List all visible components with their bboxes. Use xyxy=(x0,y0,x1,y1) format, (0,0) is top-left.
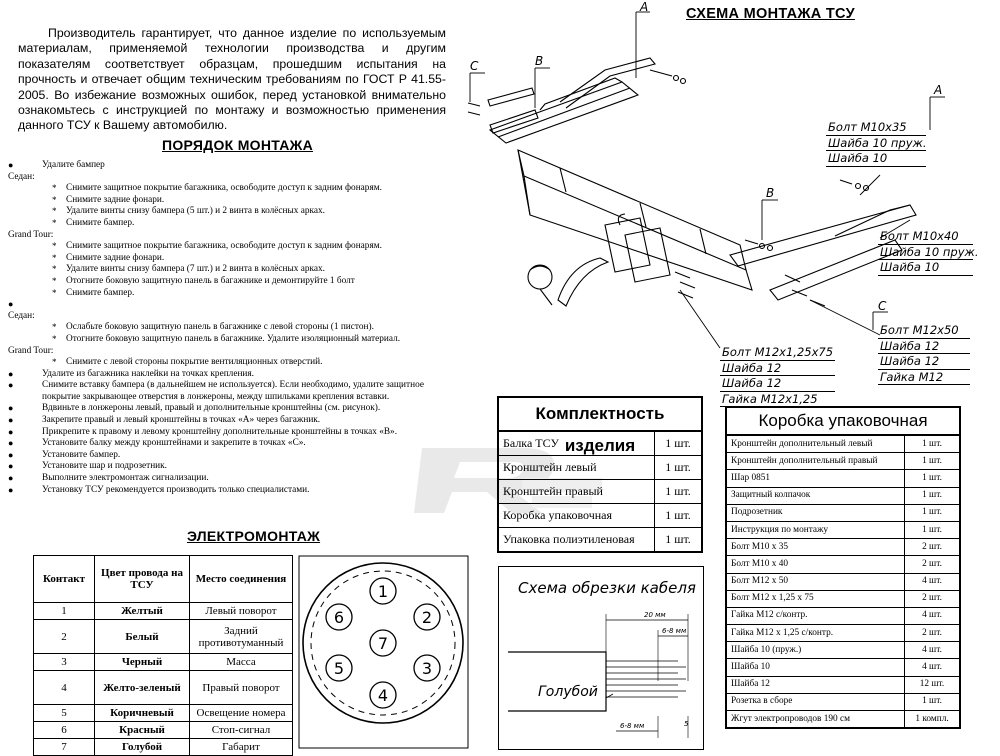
wiring-row xyxy=(34,671,293,705)
fastener-label: Болт М12х1,25х75 xyxy=(722,345,834,359)
box-item-qty: 1 шт. xyxy=(905,453,960,470)
box-row xyxy=(727,693,959,710)
kit-item-name: Балка ТСУ xyxy=(499,432,655,456)
socket-pin-number: 5 xyxy=(333,659,345,678)
step-item xyxy=(8,172,478,184)
cable-dim-5: 5 xyxy=(684,720,689,728)
socket-pin-number: 6 xyxy=(333,608,345,627)
bullet-icon: ● xyxy=(8,368,14,379)
box-row xyxy=(727,590,959,607)
asterisk-icon: * xyxy=(52,206,57,217)
box-item-qty: 1 шт. xyxy=(905,436,960,453)
socket-diagram xyxy=(298,555,470,750)
step-text: Установите балку между кронштейнами и закрепите в точках «С». xyxy=(42,438,306,449)
tow-ball-neck xyxy=(558,258,608,306)
marker-a-top: А xyxy=(640,0,649,14)
electro-title: ЭЛЕКТРОМОНТАЖ xyxy=(187,528,321,544)
wiring-color: Желтый xyxy=(95,603,190,620)
cable-scheme xyxy=(498,566,704,750)
step-item xyxy=(8,241,478,253)
wiring-place: Задний противотуманный xyxy=(190,620,293,654)
intro-paragraph: Производитель гарантирует, что данное изделие по используемым материалам, применяемой технологии производства и другим показателям соответствует образцам, прошедшим испытания на прочность и отвечает общим техническим требованиям по ГОСТ Р 41.55-2005. Во избежание возможных ошибок, перед установкой внимательно ознакомьтесь с инструкцией по монтажу и возможностью применения данного ТСУ к Вашему автомобилю. xyxy=(18,26,446,133)
wiring-header-contact: Контакт xyxy=(34,556,95,603)
box-item-qty: 1 шт. xyxy=(905,693,960,710)
step-text: Удалите из багажника наклейки на точках крепления. xyxy=(42,368,254,379)
order-title: ПОРЯДОК МОНТАЖА xyxy=(162,137,314,153)
marker-c-right: С xyxy=(878,299,887,313)
asterisk-icon: * xyxy=(52,183,57,194)
kit-row xyxy=(499,528,701,552)
step-text: Установите бампер. xyxy=(42,449,121,460)
step-text: Снимите защитное покрытие багажника, освободите доступ к задним фонарям. xyxy=(66,183,382,194)
asterisk-icon: * xyxy=(52,264,57,275)
box-row xyxy=(727,607,959,624)
fastener-group-d xyxy=(720,345,835,407)
wiring-color: Черный xyxy=(95,654,190,671)
box-item-name: Болт М10 х 35 xyxy=(727,539,905,556)
asterisk-icon: * xyxy=(52,194,57,205)
fastener-label: Шайба 10 пруж. xyxy=(828,135,927,150)
box-item-name: Инструкция по монтажу xyxy=(727,521,905,538)
step-item xyxy=(8,218,478,230)
fastener-label: Болт М12х50 xyxy=(878,323,970,339)
wiring-color: Красный xyxy=(95,722,190,739)
fastener-group-a xyxy=(826,120,926,167)
box-item-qty: 1 компл. xyxy=(905,711,960,728)
fastener-group-c xyxy=(878,323,970,385)
step-text: Снимите задние фонари. xyxy=(66,252,165,263)
fastener-label: Шайба 10 пруж. xyxy=(880,244,979,259)
kit-item-name: Коробка упаковочная xyxy=(499,504,655,528)
wiring-row xyxy=(34,722,293,739)
wiring-row xyxy=(34,654,293,671)
kit-item-name: Упаковка полиэтиленовая xyxy=(499,528,655,552)
marker-b-right: В xyxy=(766,186,775,200)
step-text: Седан: xyxy=(8,171,35,182)
box-item-name: Защитный колпачок xyxy=(727,487,905,504)
box-row xyxy=(727,625,959,642)
step-item xyxy=(8,403,478,415)
bullet-icon: ● xyxy=(8,438,14,449)
kit-row xyxy=(499,504,701,528)
box-row xyxy=(727,556,959,573)
box-item-qty: 2 шт. xyxy=(905,590,960,607)
asterisk-icon: * xyxy=(52,287,57,298)
box-item-name: Гайка М12 с/контр. xyxy=(727,607,905,624)
bullet-icon: ● xyxy=(8,473,14,484)
box-item-name: Болт М12 х 50 xyxy=(727,573,905,590)
bullet-icon: ● xyxy=(8,484,14,495)
box-item-qty: 2 шт. xyxy=(905,625,960,642)
box-row xyxy=(727,470,959,487)
step-item xyxy=(8,299,478,311)
bullet-icon: ● xyxy=(8,380,14,391)
fastener-label: Шайба 10 xyxy=(878,260,973,276)
fastener-label: Болт М10х40 xyxy=(878,229,973,245)
socket-pin-number: 4 xyxy=(377,686,389,705)
box-table xyxy=(727,435,959,727)
step-text: Отогните боковую защитную панель в багажнике и демонтируйте 1 болт xyxy=(66,275,355,286)
asterisk-icon: * xyxy=(52,252,57,263)
wiring-contact: 4 xyxy=(34,671,95,705)
box-item-name: Кронштейн дополнительный левый xyxy=(727,436,905,453)
box-row xyxy=(727,521,959,538)
asterisk-icon: * xyxy=(52,217,57,228)
socket-pin-number: 3 xyxy=(421,659,433,678)
step-text: Закрепите правый и левый кронштейны в точках «А» через багажник. xyxy=(42,415,321,426)
bullet-icon: ● xyxy=(8,415,14,426)
box-row xyxy=(727,676,959,693)
wiring-place: Габарит xyxy=(190,739,293,756)
marker-b-left: В xyxy=(535,54,544,68)
cable-sheath xyxy=(508,652,606,711)
marker-a-right: А xyxy=(934,83,943,97)
step-text: Удалите винты снизу бампера (5 шт.) и 2 винта в колёсных арках. xyxy=(66,206,325,217)
cable-title: Схема обрезки кабеля xyxy=(518,579,696,597)
asterisk-icon: * xyxy=(52,241,57,252)
fastener-group-b xyxy=(878,229,979,276)
step-text: Вдвиньте в лонжероны левый, правый и дополнительные кронштейны (см. рисунок). xyxy=(42,403,381,414)
marker-c-left: С xyxy=(470,59,479,73)
step-item xyxy=(8,311,478,323)
step-text: Установку ТСУ рекомендуется производить только специалистами. xyxy=(42,484,310,495)
bullet-icon: ● xyxy=(8,403,14,414)
fastener-label: Шайба 10 xyxy=(826,151,926,167)
step-item xyxy=(8,415,478,427)
fastener-label: Гайка М12х1,25 xyxy=(720,392,835,408)
fastener-label: Шайба 12 xyxy=(878,339,970,355)
wiring-row xyxy=(34,603,293,620)
kit-item-qty: 1 шт. xyxy=(655,456,702,480)
step-item xyxy=(8,334,478,346)
kit-item-qty: 1 шт. xyxy=(655,528,702,552)
step-item xyxy=(8,322,478,334)
box-item-qty: 1 шт. xyxy=(905,504,960,521)
asterisk-icon: * xyxy=(52,333,57,344)
box-row xyxy=(727,642,959,659)
box-row xyxy=(727,453,959,470)
asterisk-icon: * xyxy=(52,275,57,286)
step-item xyxy=(8,380,462,403)
box-row xyxy=(727,436,959,453)
fastener-label: Болт М10х35 xyxy=(826,120,926,136)
step-item xyxy=(8,288,478,300)
packing-box xyxy=(725,406,961,729)
wiring-place: Стоп-сигнал xyxy=(190,722,293,739)
wiring-place: Левый поворот xyxy=(190,603,293,620)
step-item xyxy=(8,230,478,242)
step-item xyxy=(8,357,478,369)
step-text: Седан: xyxy=(8,310,35,321)
kit-item-qty: 1 шт. xyxy=(655,504,702,528)
step-text: Удалите бампер xyxy=(42,160,105,170)
kit-title: Комплектность изделия xyxy=(499,398,701,431)
box-item-name: Шайба 10 xyxy=(727,659,905,676)
step-text: Установите шар и подрозетник. xyxy=(42,461,167,472)
wiring-contact: 5 xyxy=(34,705,95,722)
step-item xyxy=(8,369,478,381)
socket-pin-number: 1 xyxy=(377,582,389,601)
wiring-color: Белый xyxy=(95,620,190,654)
wiring-contact: 3 xyxy=(34,654,95,671)
step-text: Отогните боковую защитную панель в багажнике. Удалите изоляционный материал. xyxy=(66,333,401,344)
step-text: Grand Tour: xyxy=(8,345,54,356)
box-item-name: Кронштейн дополнительный правый xyxy=(727,453,905,470)
step-text: Снимите бампер. xyxy=(66,287,135,298)
wiring-table xyxy=(33,555,293,756)
box-item-qty: 4 шт. xyxy=(905,573,960,590)
box-item-name: Подрозетник xyxy=(727,504,905,521)
box-title: Коробка упаковочная xyxy=(727,408,959,435)
cable-wire-label: Голубой xyxy=(538,684,598,700)
asterisk-icon: * xyxy=(52,357,57,368)
fastener-label: Гайка М12 xyxy=(878,370,970,386)
step-text: Удалите винты снизу бампера (7 шт.) и 2 винта в колёсных арках. xyxy=(66,264,325,275)
step-text: Grand Tour: xyxy=(8,229,54,240)
wiring-color: Голубой xyxy=(95,739,190,756)
box-item-name: Гайка М12 х 1,25 с/контр. xyxy=(727,625,905,642)
step-item xyxy=(8,183,478,195)
wiring-place: Масса xyxy=(190,654,293,671)
wiring-place: Освещение номера xyxy=(190,705,293,722)
bullet-icon: ● xyxy=(8,426,14,437)
kit-item-name: Кронштейн правый xyxy=(499,480,655,504)
kit-box xyxy=(497,396,703,553)
box-row xyxy=(727,487,959,504)
box-item-name: Розетка в сборе xyxy=(727,693,905,710)
step-text: Снимите с левой стороны покрытие вентиляционных отверстий. xyxy=(66,357,323,368)
bullet-icon: ● xyxy=(8,160,14,170)
main-beam xyxy=(518,150,746,270)
wiring-contact: 6 xyxy=(34,722,95,739)
wiring-header-color: Цвет провода на ТСУ xyxy=(95,556,190,603)
step-text: Снимите бампер. xyxy=(66,217,135,228)
cable-dim-6-8-top: 6-8 мм xyxy=(662,627,687,635)
fastener-label: Шайба 12 xyxy=(878,354,970,370)
step-text: Выполните электромонтаж сигнализации. xyxy=(42,473,209,484)
wiring-color: Желто-зеленый xyxy=(95,671,190,705)
box-item-qty: 1 шт. xyxy=(905,470,960,487)
socket-pin-number: 7 xyxy=(377,634,389,653)
box-item-qty: 4 шт. xyxy=(905,607,960,624)
wiring-row xyxy=(34,705,293,722)
box-row xyxy=(727,504,959,521)
socket-pin-number: 2 xyxy=(421,608,433,627)
box-item-qty: 4 шт. xyxy=(905,659,960,676)
kit-item-qty: 1 шт. xyxy=(655,480,702,504)
step-text: Прикрепите к правому и левому кронштейну дополнительные кронштейны в точках «В». xyxy=(42,426,398,437)
box-item-name: Шайба 12 xyxy=(727,676,905,693)
step-item xyxy=(8,160,478,172)
wiring-contact: 2 xyxy=(34,620,95,654)
wiring-row xyxy=(34,620,293,654)
box-item-qty: 2 шт. xyxy=(905,539,960,556)
step-item xyxy=(8,264,478,276)
asterisk-icon: * xyxy=(52,322,57,333)
bullet-icon: ● xyxy=(8,449,14,460)
wiring-place: Правый поворот xyxy=(190,671,293,705)
box-item-qty: 12 шт. xyxy=(905,676,960,693)
bullet-icon: ● xyxy=(8,299,14,310)
box-item-qty: 1 шт. xyxy=(905,487,960,504)
step-text: Ослабьте боковую защитную панель в багажнике с левой стороны (1 пистон). xyxy=(66,322,374,333)
box-item-qty: 1 шт. xyxy=(905,521,960,538)
wiring-header-place: Место соединения xyxy=(190,556,293,603)
step-text: Снимите задние фонари. xyxy=(66,194,165,205)
box-item-name: Жгут электропроводов 190 см xyxy=(727,711,905,728)
box-item-name: Шайба 10 (пруж.) xyxy=(727,642,905,659)
cable-dim-6-8-bottom: 6-8 мм xyxy=(620,722,645,730)
step-item xyxy=(8,427,478,439)
kit-item-name: Кронштейн левый xyxy=(499,456,655,480)
scheme-title: СХЕМА МОНТАЖА ТСУ xyxy=(686,6,855,22)
step-item xyxy=(8,253,478,265)
step-text: Снимите защитное покрытие багажника, освободите доступ к задним фонарям. xyxy=(66,241,382,252)
step-item xyxy=(8,346,478,358)
step-text: Снимите вставку бампера (в дальнейшем не используется). Если необходимо, удалите защитное покрытие закрывающее отверстия в лонжероны, между шпильками крепления вставки. xyxy=(42,380,424,402)
box-item-name: Болт М12 х 1,25 х 75 xyxy=(727,590,905,607)
kit-item-qty: 1 шт. xyxy=(655,432,702,456)
wiring-contact: 7 xyxy=(34,739,95,756)
wiring-color: Коричневый xyxy=(95,705,190,722)
step-item xyxy=(8,195,478,207)
box-item-qty: 4 шт. xyxy=(905,642,960,659)
step-item xyxy=(8,276,478,288)
bullet-icon: ● xyxy=(8,461,14,472)
box-row xyxy=(727,573,959,590)
kit-row xyxy=(499,480,701,504)
wiring-row xyxy=(34,739,293,756)
wiring-contact: 1 xyxy=(34,603,95,620)
fastener-label: Шайба 12 xyxy=(720,361,835,377)
box-item-name: Шар 0851 xyxy=(727,470,905,487)
cable-dim-20: 20 мм xyxy=(644,611,666,619)
box-item-qty: 2 шт. xyxy=(905,556,960,573)
box-row xyxy=(727,711,959,728)
box-item-name: Болт М10 х 40 xyxy=(727,556,905,573)
box-row xyxy=(727,539,959,556)
box-row xyxy=(727,659,959,676)
fastener-label: Шайба 12 xyxy=(720,376,835,392)
step-item xyxy=(8,206,478,218)
